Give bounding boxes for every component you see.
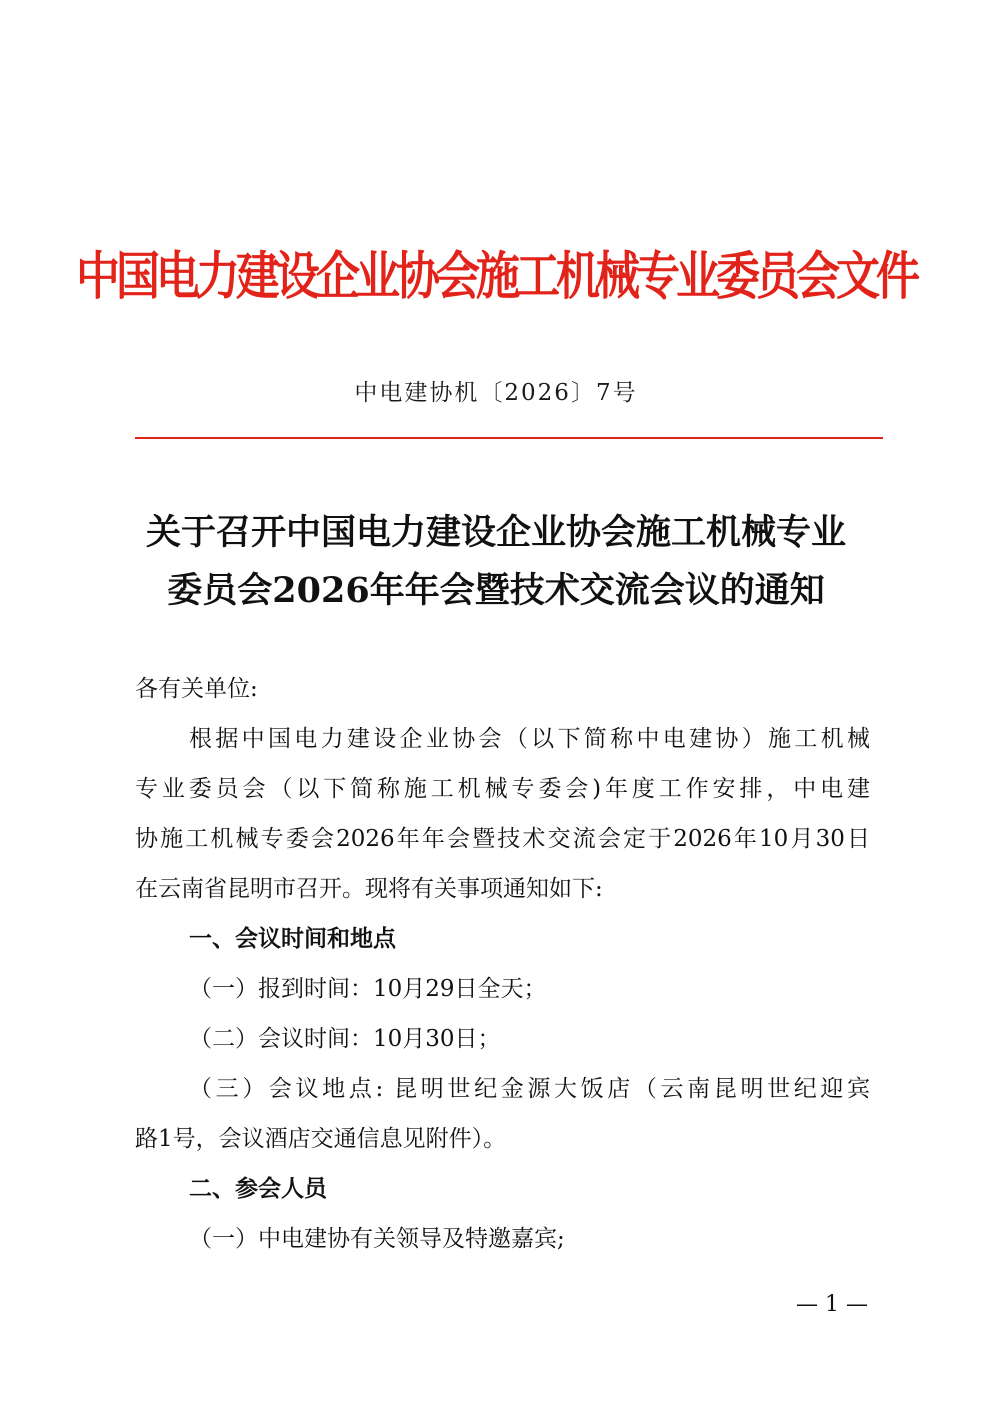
- notice-title: [100, 504, 892, 620]
- title-line-1: 关于召开中国电力建设企业协会施工机械专业: [145, 512, 846, 553]
- masthead: 中国电力建设企业协会施工机械专业委员会文件: [76, 246, 916, 307]
- section-1-item-2: （二）会议时间：10月30日；: [189, 1026, 501, 1052]
- intro-line-1: 根据中国电力建设企业协会（以下简称中电建协）施工机械: [189, 726, 870, 752]
- intro-line-4: 在云南省昆明市召开。现将有关事项通知如下:: [135, 876, 603, 902]
- section-1-item-1: （一）报到时间：10月29日全天；: [189, 976, 547, 1002]
- document-body: [135, 664, 870, 1264]
- section-1-location-line-2: 路1号，会议酒店交通信息见附件）。: [135, 1126, 507, 1152]
- salutation: 各有关单位:: [135, 676, 258, 702]
- intro-line-2: 专业委员会（以下简称施工机械专委会)年度工作安排，中电建: [135, 776, 870, 802]
- intro-line-3: 协施工机械专委会2026年年会暨技术交流会定于2026年10月30日: [135, 826, 870, 852]
- title-line-2: 委员会2026年年会暨技术交流会议的通知: [167, 570, 825, 611]
- page-number: — 1 —: [796, 1292, 868, 1317]
- red-divider-line: [135, 437, 883, 439]
- section-1-location-line-1: （三）会议地点: 昆明世纪金源大饭店（云南昆明世纪迎宾: [189, 1076, 870, 1102]
- section-1-heading: 一、会议时间和地点: [189, 926, 396, 952]
- document-number: 中电建协机〔2026〕7号: [354, 380, 638, 406]
- section-2-heading: 二、参会人员: [189, 1176, 327, 1202]
- section-2-item-1: （一）中电建协有关领导及特邀嘉宾;: [189, 1226, 565, 1252]
